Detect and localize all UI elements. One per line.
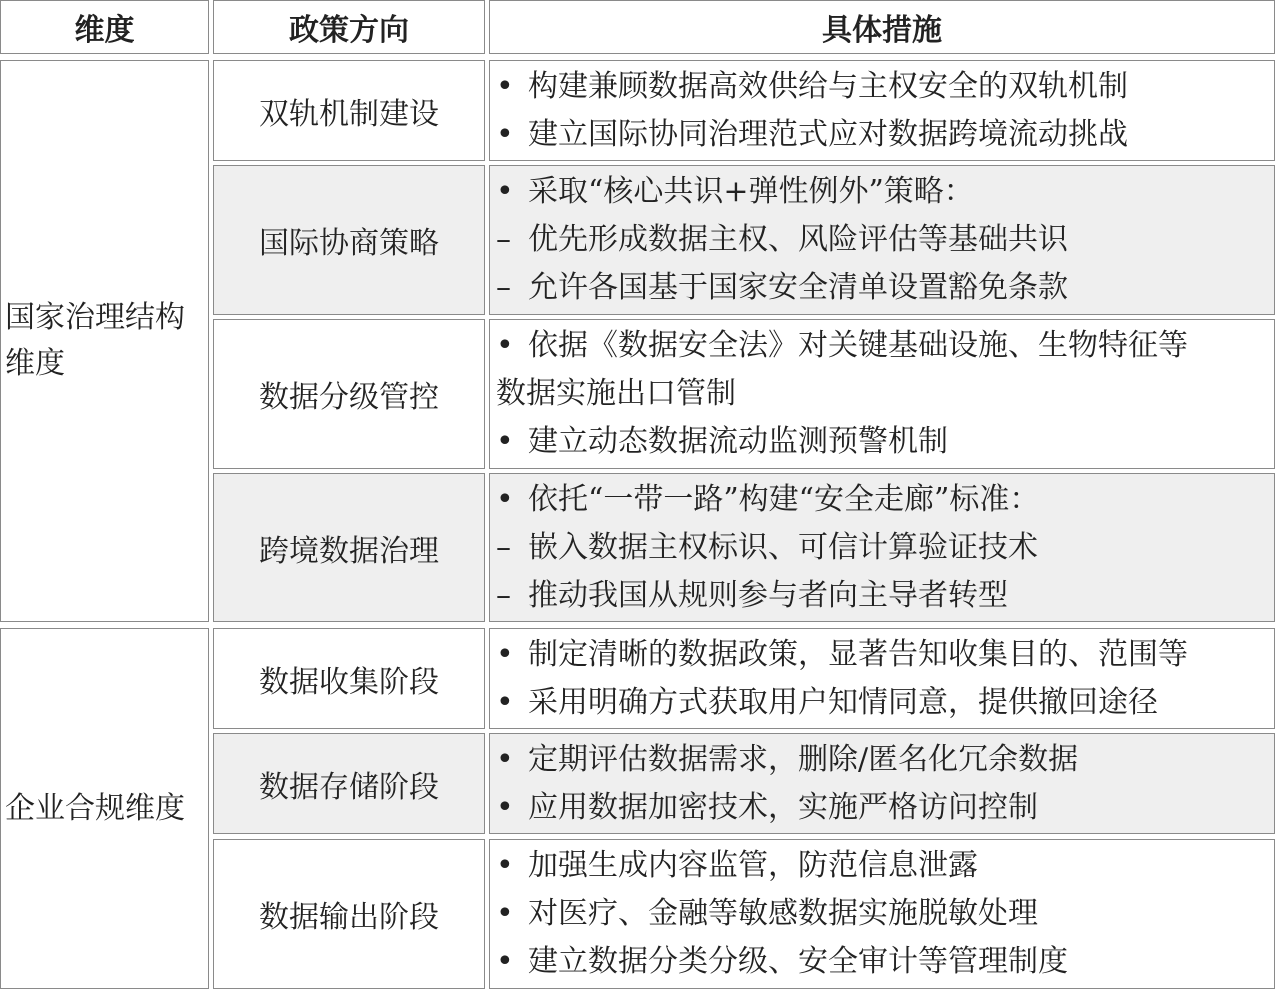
measure-line (496, 736, 1274, 784)
measure-text: 应用数据加密技术，实施严格访问控制 (528, 789, 1038, 825)
measure-text: 依据《数据安全法》对关键基础设施、生物特征等 (528, 328, 1188, 363)
policy-cell (213, 165, 485, 315)
policy-cell (213, 839, 485, 989)
measure-line (496, 679, 1274, 727)
measure-text: 建立数据分类分级、安全审计等管理制度 (528, 944, 1068, 979)
policy-cell (213, 319, 485, 469)
policy-cell (213, 733, 485, 834)
bullet-marker: • (496, 741, 514, 777)
bullet-marker: • (496, 789, 514, 825)
policy-cell (213, 628, 485, 729)
measure-text: 建立动态数据流动监测预警机制 (528, 424, 948, 459)
dimension-label: 国家治理结构维度 (5, 300, 185, 381)
measure-line (496, 524, 1274, 572)
policy-label: 国际协商策略 (259, 226, 439, 261)
dash-marker: – (496, 222, 511, 257)
bullet-marker: • (496, 636, 514, 672)
policy-cell (213, 60, 485, 161)
measure-text: 制定清晰的数据政策，显著告知收集目的、范围等 (528, 636, 1188, 672)
bullet-marker: • (496, 424, 514, 459)
measures-cell (489, 165, 1275, 315)
measures-cell (489, 60, 1275, 161)
measure-line (496, 572, 1274, 620)
header-measures: 具体措施 (489, 0, 1275, 54)
measure-text: 依托“一带一路”构建“安全走廊”标准： (528, 481, 1040, 517)
measures-cell (489, 473, 1275, 622)
measure-text: 数据实施出口管制 (496, 376, 736, 411)
measure-line (496, 890, 1274, 938)
dimension-label: 企业合规维度 (5, 790, 185, 826)
policy-label: 数据收集阶段 (259, 664, 439, 700)
policy-label: 双轨机制建设 (259, 96, 439, 132)
bullet-marker: • (496, 848, 514, 883)
header-policy: 政策方向 (213, 0, 485, 54)
measure-line (496, 63, 1274, 111)
measure-text: 建立国际协同治理范式应对数据跨境流动挑战 (528, 116, 1128, 152)
measure-line (496, 842, 1274, 890)
bullet-marker: • (496, 174, 514, 209)
measure-line (496, 111, 1274, 159)
measure-text: 对医疗、金融等敏感数据实施脱敏处理 (528, 896, 1038, 931)
measure-line (496, 264, 1274, 312)
measure-text: 采取“核心共识+弹性例外”策略： (528, 174, 974, 209)
bullet-marker: • (496, 684, 514, 720)
measure-text: 构建兼顾数据高效供给与主权安全的双轨机制 (528, 68, 1128, 104)
policy-label: 数据输出阶段 (259, 900, 439, 935)
measures-cell (489, 319, 1275, 469)
measure-line (496, 784, 1274, 832)
dash-marker: – (496, 270, 511, 305)
measure-text: 优先形成数据主权、风险评估等基础共识 (528, 222, 1068, 257)
dimension-cell (0, 60, 209, 622)
measures-cell (489, 839, 1275, 989)
measure-line (496, 168, 1274, 216)
measure-line (496, 322, 1274, 370)
measure-text: 嵌入数据主权标识、可信计算验证技术 (528, 529, 1038, 565)
bullet-marker: • (496, 68, 514, 104)
policy-label: 数据分级管控 (259, 380, 439, 415)
bullet-marker: • (496, 328, 514, 363)
measure-line (496, 938, 1274, 986)
dash-marker: – (496, 577, 511, 613)
policy-label: 数据存储阶段 (259, 769, 439, 805)
measures-cell (489, 733, 1275, 834)
bullet-marker: • (496, 481, 514, 517)
measure-line (496, 370, 1274, 418)
measures-cell (489, 628, 1275, 729)
policy-cell (213, 473, 485, 622)
measure-text: 采用明确方式获取用户知情同意，提供撤回途径 (528, 684, 1158, 720)
policy-label: 跨境数据治理 (259, 533, 439, 569)
dash-marker: – (496, 529, 511, 565)
measure-text: 加强生成内容监管，防范信息泄露 (528, 848, 978, 883)
bullet-marker: • (496, 116, 514, 152)
measure-line (496, 216, 1274, 264)
dimension-cell (0, 628, 209, 989)
measure-line (496, 631, 1274, 679)
measure-text: 定期评估数据需求，删除/匿名化冗余数据 (528, 741, 1079, 777)
measure-text: 推动我国从规则参与者向主导者转型 (528, 577, 1008, 613)
measure-line (496, 476, 1274, 524)
header-dimension: 维度 (0, 0, 209, 54)
bullet-marker: • (496, 944, 514, 979)
measure-line (496, 418, 1274, 466)
measure-text: 允许各国基于国家安全清单设置豁免条款 (528, 270, 1068, 305)
bullet-marker: • (496, 896, 514, 931)
